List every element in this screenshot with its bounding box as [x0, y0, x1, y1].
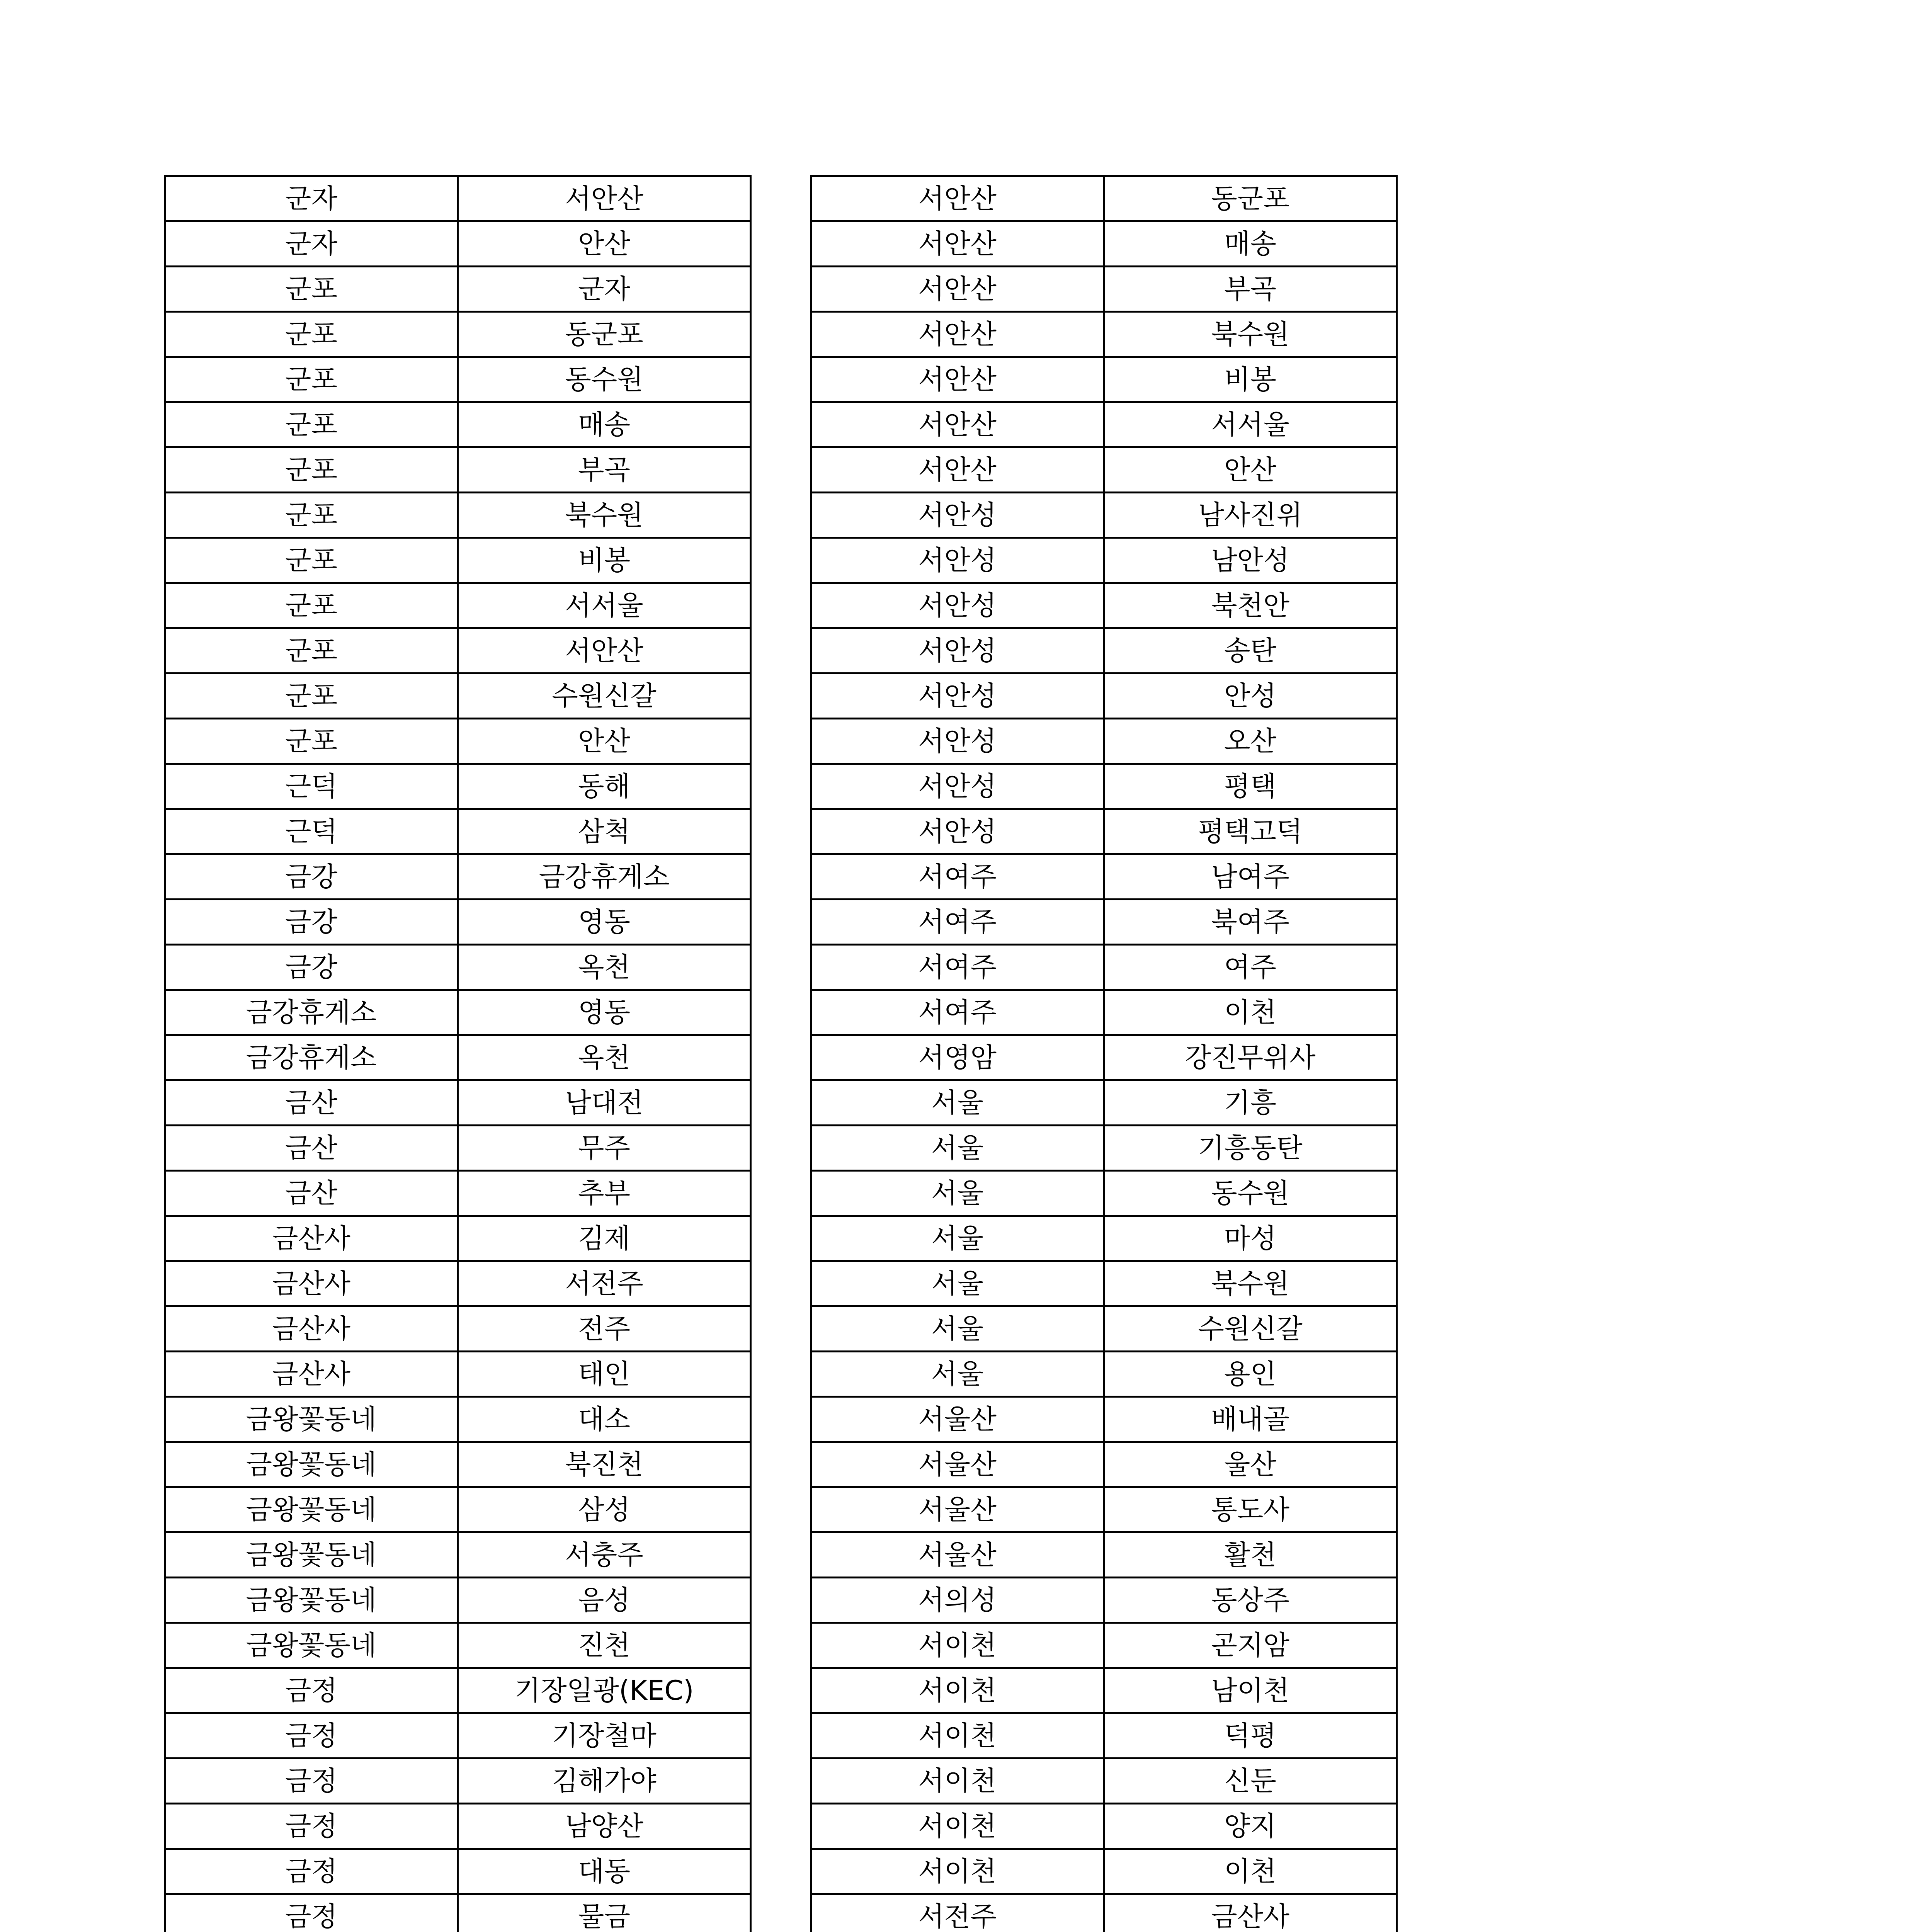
from-cell: 서이천	[811, 1668, 1104, 1713]
from-cell: 서안성	[811, 673, 1104, 719]
to-cell: 서서울	[1104, 402, 1397, 447]
to-cell: 신둔	[1104, 1759, 1397, 1804]
to-cell: 전주	[458, 1306, 751, 1352]
from-cell: 서안성	[811, 583, 1104, 628]
table-row	[811, 1216, 1397, 1261]
from-cell: 군포	[165, 583, 458, 628]
from-cell: 군포	[165, 357, 458, 402]
from-cell: 서안산	[811, 402, 1104, 447]
table-row	[811, 1532, 1397, 1578]
table-row	[165, 945, 751, 990]
from-cell: 금산	[165, 1080, 458, 1126]
to-cell: 강진무위사	[1104, 1035, 1397, 1080]
table-row	[165, 1894, 751, 1932]
from-cell: 서안성	[811, 809, 1104, 854]
from-cell: 금왕꽃동네	[165, 1623, 458, 1668]
to-cell: 삼척	[458, 809, 751, 854]
table-row	[811, 628, 1397, 673]
from-cell: 서안산	[811, 312, 1104, 357]
from-cell: 근덕	[165, 764, 458, 809]
to-cell: 음성	[458, 1578, 751, 1623]
table-row	[165, 583, 751, 628]
to-cell: 울산	[1104, 1442, 1397, 1487]
table-row	[811, 719, 1397, 764]
to-cell: 남이천	[1104, 1668, 1397, 1713]
to-cell: 남여주	[1104, 854, 1397, 900]
table-row	[811, 854, 1397, 900]
table-row	[811, 673, 1397, 719]
to-cell: 영동	[458, 900, 751, 945]
to-cell: 여주	[1104, 945, 1397, 990]
from-cell: 서안산	[811, 176, 1104, 221]
to-cell: 북천안	[1104, 583, 1397, 628]
to-cell: 북진천	[458, 1442, 751, 1487]
table-row	[811, 221, 1397, 267]
table-row	[811, 1126, 1397, 1171]
table-row	[165, 900, 751, 945]
to-cell: 부곡	[458, 447, 751, 493]
from-cell: 금산	[165, 1126, 458, 1171]
to-cell: 비봉	[458, 538, 751, 583]
table-row	[165, 1759, 751, 1804]
table-row	[811, 945, 1397, 990]
to-cell: 이천	[1104, 1849, 1397, 1894]
from-cell: 서안성	[811, 493, 1104, 538]
from-cell: 서이천	[811, 1804, 1104, 1849]
from-cell: 군포	[165, 267, 458, 312]
table-row	[165, 493, 751, 538]
to-cell: 오산	[1104, 719, 1397, 764]
from-cell: 서이천	[811, 1849, 1104, 1894]
to-cell: 안산	[1104, 447, 1397, 493]
table-row	[811, 447, 1397, 493]
to-cell: 서안산	[458, 176, 751, 221]
from-cell: 금강	[165, 854, 458, 900]
table-row	[165, 1668, 751, 1713]
from-cell: 금정	[165, 1713, 458, 1759]
to-cell: 기흥동탄	[1104, 1126, 1397, 1171]
to-cell: 활천	[1104, 1532, 1397, 1578]
from-cell: 군포	[165, 538, 458, 583]
table-row	[165, 1487, 751, 1532]
from-cell: 서안산	[811, 447, 1104, 493]
from-cell: 금강휴게소	[165, 1035, 458, 1080]
from-cell: 금정	[165, 1668, 458, 1713]
table-row	[811, 1080, 1397, 1126]
to-cell: 서전주	[458, 1261, 751, 1306]
to-cell: 수원신갈	[458, 673, 751, 719]
to-cell: 동군포	[1104, 176, 1397, 221]
from-cell: 금왕꽃동네	[165, 1397, 458, 1442]
table-row	[165, 1578, 751, 1623]
table-row	[811, 583, 1397, 628]
route-table-right-body	[811, 176, 1397, 1932]
to-cell: 동수원	[458, 357, 751, 402]
from-cell: 서울	[811, 1080, 1104, 1126]
to-cell: 서충주	[458, 1532, 751, 1578]
from-cell: 금강휴게소	[165, 990, 458, 1035]
table-row	[165, 673, 751, 719]
table-row	[811, 1849, 1397, 1894]
from-cell: 서울산	[811, 1397, 1104, 1442]
route-table-left-body	[165, 176, 751, 1932]
from-cell: 군포	[165, 402, 458, 447]
table-row	[811, 176, 1397, 221]
to-cell: 추부	[458, 1171, 751, 1216]
from-cell: 금산사	[165, 1216, 458, 1261]
to-cell: 대소	[458, 1397, 751, 1442]
from-cell: 금산	[165, 1171, 458, 1216]
from-cell: 서여주	[811, 990, 1104, 1035]
table-row	[165, 1713, 751, 1759]
table-row	[165, 176, 751, 221]
to-cell: 대동	[458, 1849, 751, 1894]
to-cell: 마성	[1104, 1216, 1397, 1261]
from-cell: 군포	[165, 719, 458, 764]
table-row	[811, 809, 1397, 854]
table-row	[165, 1126, 751, 1171]
table-row	[811, 1306, 1397, 1352]
table-row	[165, 809, 751, 854]
to-cell: 금산사	[1104, 1894, 1397, 1932]
to-cell: 태인	[458, 1352, 751, 1397]
from-cell: 금왕꽃동네	[165, 1487, 458, 1532]
from-cell: 서이천	[811, 1759, 1104, 1804]
to-cell: 동상주	[1104, 1578, 1397, 1623]
to-cell: 이천	[1104, 990, 1397, 1035]
table-row	[811, 1759, 1397, 1804]
to-cell: 기장철마	[458, 1713, 751, 1759]
from-cell: 금정	[165, 1759, 458, 1804]
table-row	[165, 402, 751, 447]
from-cell: 금정	[165, 1849, 458, 1894]
to-cell: 금강휴게소	[458, 854, 751, 900]
to-cell: 송탄	[1104, 628, 1397, 673]
to-cell: 동군포	[458, 312, 751, 357]
from-cell: 서안성	[811, 538, 1104, 583]
to-cell: 부곡	[1104, 267, 1397, 312]
from-cell: 서여주	[811, 900, 1104, 945]
table-row	[811, 1397, 1397, 1442]
to-cell: 매송	[1104, 221, 1397, 267]
table-row	[165, 764, 751, 809]
from-cell: 서안성	[811, 764, 1104, 809]
table-row	[811, 312, 1397, 357]
table-row	[165, 267, 751, 312]
route-table-left	[164, 175, 752, 1932]
from-cell: 군포	[165, 312, 458, 357]
to-cell: 용인	[1104, 1352, 1397, 1397]
from-cell: 서울산	[811, 1487, 1104, 1532]
to-cell: 진천	[458, 1623, 751, 1668]
table-row	[165, 854, 751, 900]
table-row	[811, 900, 1397, 945]
table-row	[811, 402, 1397, 447]
to-cell: 동해	[458, 764, 751, 809]
to-cell: 옥천	[458, 1035, 751, 1080]
table-row	[811, 357, 1397, 402]
table-row	[165, 719, 751, 764]
table-row	[811, 1804, 1397, 1849]
table-row	[165, 1035, 751, 1080]
to-cell: 덕평	[1104, 1713, 1397, 1759]
to-cell: 동수원	[1104, 1171, 1397, 1216]
to-cell: 군자	[458, 267, 751, 312]
from-cell: 군자	[165, 221, 458, 267]
from-cell: 금강	[165, 945, 458, 990]
to-cell: 기장일광(KEC)	[458, 1668, 751, 1713]
from-cell: 금산사	[165, 1352, 458, 1397]
table-row	[811, 1261, 1397, 1306]
from-cell: 금정	[165, 1894, 458, 1932]
to-cell: 안산	[458, 719, 751, 764]
to-cell: 서안산	[458, 628, 751, 673]
table-row	[811, 1623, 1397, 1668]
from-cell: 군포	[165, 673, 458, 719]
table-row	[811, 1668, 1397, 1713]
from-cell: 서안성	[811, 719, 1104, 764]
table-row	[165, 312, 751, 357]
table-row	[811, 1578, 1397, 1623]
to-cell: 평택고덕	[1104, 809, 1397, 854]
from-cell: 군포	[165, 628, 458, 673]
from-cell: 금산사	[165, 1261, 458, 1306]
from-cell: 서울산	[811, 1532, 1104, 1578]
table-row	[165, 1306, 751, 1352]
table-row	[811, 1352, 1397, 1397]
from-cell: 근덕	[165, 809, 458, 854]
to-cell: 서서울	[458, 583, 751, 628]
from-cell: 서울	[811, 1306, 1104, 1352]
to-cell: 남사진위	[1104, 493, 1397, 538]
from-cell: 금정	[165, 1804, 458, 1849]
to-cell: 남안성	[1104, 538, 1397, 583]
to-cell: 안성	[1104, 673, 1397, 719]
table-row	[811, 538, 1397, 583]
to-cell: 곤지암	[1104, 1623, 1397, 1668]
to-cell: 배내골	[1104, 1397, 1397, 1442]
table-row	[811, 1713, 1397, 1759]
to-cell: 북수원	[1104, 1261, 1397, 1306]
to-cell: 김제	[458, 1216, 751, 1261]
table-row	[165, 1352, 751, 1397]
from-cell: 서울	[811, 1352, 1104, 1397]
from-cell: 군자	[165, 176, 458, 221]
table-row	[165, 1216, 751, 1261]
to-cell: 북여주	[1104, 900, 1397, 945]
from-cell: 서이천	[811, 1713, 1104, 1759]
table-row	[165, 357, 751, 402]
to-cell: 남양산	[458, 1804, 751, 1849]
table-row	[811, 493, 1397, 538]
from-cell: 금산사	[165, 1306, 458, 1352]
to-cell: 남대전	[458, 1080, 751, 1126]
to-cell: 물금	[458, 1894, 751, 1932]
from-cell: 서울산	[811, 1442, 1104, 1487]
table-row	[165, 990, 751, 1035]
route-table-right	[810, 175, 1398, 1932]
table-row	[811, 1035, 1397, 1080]
table-row	[165, 1080, 751, 1126]
to-cell: 수원신갈	[1104, 1306, 1397, 1352]
to-cell: 안산	[458, 221, 751, 267]
to-cell: 북수원	[1104, 312, 1397, 357]
from-cell: 서여주	[811, 854, 1104, 900]
table-row	[165, 538, 751, 583]
table-row	[165, 628, 751, 673]
table-row	[165, 221, 751, 267]
table-row	[165, 1171, 751, 1216]
table-row	[811, 990, 1397, 1035]
table-row	[811, 1894, 1397, 1932]
to-cell: 통도사	[1104, 1487, 1397, 1532]
from-cell: 금왕꽃동네	[165, 1442, 458, 1487]
from-cell: 서이천	[811, 1623, 1104, 1668]
to-cell: 매송	[458, 402, 751, 447]
table-row	[165, 1397, 751, 1442]
table-row	[165, 1804, 751, 1849]
from-cell: 서울	[811, 1126, 1104, 1171]
table-row	[811, 1171, 1397, 1216]
from-cell: 서안산	[811, 267, 1104, 312]
to-cell: 양지	[1104, 1804, 1397, 1849]
from-cell: 군포	[165, 493, 458, 538]
from-cell: 금왕꽃동네	[165, 1532, 458, 1578]
from-cell: 서여주	[811, 945, 1104, 990]
from-cell: 서영암	[811, 1035, 1104, 1080]
to-cell: 김해가야	[458, 1759, 751, 1804]
from-cell: 서안산	[811, 221, 1104, 267]
from-cell: 서울	[811, 1171, 1104, 1216]
table-row	[165, 1849, 751, 1894]
to-cell: 평택	[1104, 764, 1397, 809]
to-cell: 영동	[458, 990, 751, 1035]
to-cell: 옥천	[458, 945, 751, 990]
from-cell: 군포	[165, 447, 458, 493]
from-cell: 서안성	[811, 628, 1104, 673]
from-cell: 서의성	[811, 1578, 1104, 1623]
to-cell: 삼성	[458, 1487, 751, 1532]
from-cell: 서울	[811, 1216, 1104, 1261]
table-row	[811, 1442, 1397, 1487]
table-row	[165, 1532, 751, 1578]
table-row	[811, 1487, 1397, 1532]
table-row	[165, 1623, 751, 1668]
from-cell: 서전주	[811, 1894, 1104, 1932]
table-row	[811, 764, 1397, 809]
from-cell: 금강	[165, 900, 458, 945]
from-cell: 금왕꽃동네	[165, 1578, 458, 1623]
table-row	[165, 1442, 751, 1487]
table-row	[165, 447, 751, 493]
to-cell: 북수원	[458, 493, 751, 538]
table-row	[811, 267, 1397, 312]
to-cell: 비봉	[1104, 357, 1397, 402]
from-cell: 서안산	[811, 357, 1104, 402]
to-cell: 기흥	[1104, 1080, 1397, 1126]
from-cell: 서울	[811, 1261, 1104, 1306]
to-cell: 무주	[458, 1126, 751, 1171]
table-row	[165, 1261, 751, 1306]
